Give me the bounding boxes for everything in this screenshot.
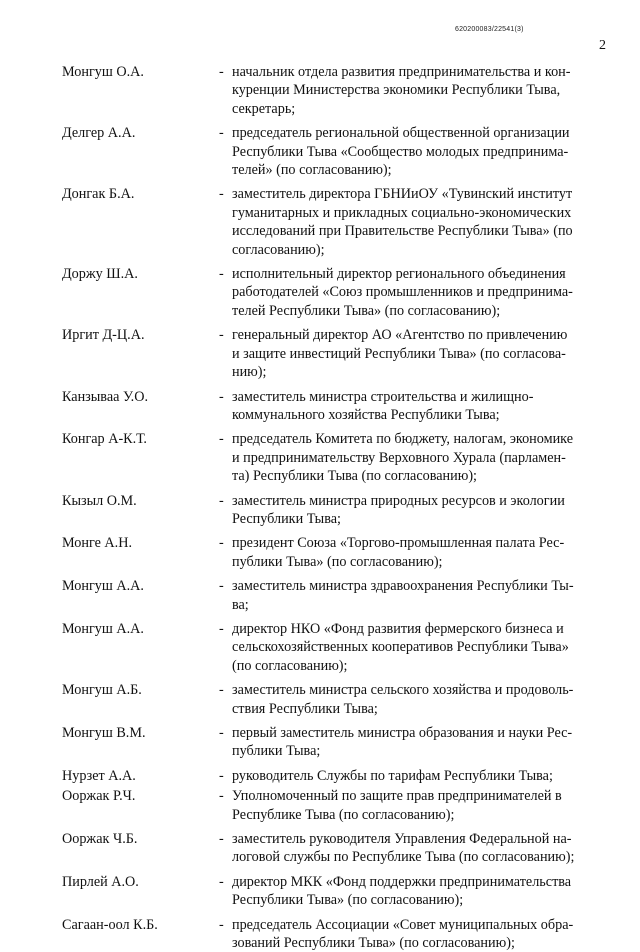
list-item — [62, 767, 607, 785]
member-position: председатель региональной общественной организации Республики Тыва «Сообщество молодых предпринима- телей» (по согласованию); — [232, 125, 570, 179]
list-item — [62, 124, 607, 179]
dash: - — [219, 492, 224, 509]
dash: - — [219, 682, 224, 699]
dash: - — [219, 266, 224, 283]
member-name: Канзываа У.О. — [62, 388, 149, 405]
member-name: Сагаан-оол К.Б. — [62, 916, 158, 933]
member-name: Пирлей А.О. — [62, 873, 139, 890]
member-position: заместитель министра сельского хозяйства и продоволь- ствия Республики Тыва; — [232, 682, 574, 717]
member-name: Монге А.Н. — [62, 535, 133, 552]
member-name: Монгуш А.А. — [62, 620, 144, 637]
list-item — [62, 492, 607, 529]
member-position: заместитель министра природных ресурсов и экологии Республики Тыва; — [232, 492, 565, 527]
list-item — [62, 681, 607, 718]
dash: - — [219, 831, 224, 848]
member-name: Монгуш А.А. — [62, 578, 144, 595]
member-position: директор НКО «Фонд развития фермерского бизнеса и сельскохозяйственных кооперативов Республики Тыва» (по согласованию); — [232, 620, 569, 674]
page-number: 2 — [599, 38, 606, 53]
member-position: генеральный директор АО «Агентство по привлечению и защите инвестиций Республики Тыва» (по согласова- нию); — [232, 327, 568, 381]
dash: - — [219, 431, 224, 448]
dash: - — [219, 388, 224, 405]
dash: - — [219, 873, 224, 890]
dash: - — [219, 327, 224, 344]
member-name: Конгар А-К.Т. — [62, 431, 147, 448]
member-position: начальник отдела развития предпринимательства и кон- куренции Министерства экономики Республики Тыва, секретарь; — [232, 64, 571, 117]
dash: - — [219, 64, 224, 80]
member-position: первый заместитель министра образования и науки Рес- публики Тыва; — [232, 725, 573, 760]
list-item — [62, 577, 607, 614]
member-position: заместитель министра строительства и жилищно- коммунального хозяйства Республики Тыва; — [232, 388, 534, 423]
member-name: Донгак Б.А. — [62, 186, 135, 203]
member-name: Ооржак Ч.Б. — [62, 831, 138, 848]
list-item — [62, 724, 607, 761]
list-item — [62, 63, 607, 118]
list-item — [62, 830, 607, 867]
list-item — [62, 388, 607, 425]
member-position: заместитель министра здравоохранения Республики Ты- ва; — [232, 578, 574, 613]
member-position: заместитель руководителя Управления Федеральной на- логовой службы по Республике Тыва (по согласованию); — [232, 831, 575, 866]
list-item — [62, 326, 607, 381]
member-name: Кызыл О.М. — [62, 492, 137, 509]
member-name: Доржу Ш.А. — [62, 266, 138, 283]
dash: - — [219, 125, 224, 142]
dash: - — [219, 186, 224, 203]
dash: - — [219, 916, 224, 933]
dash: - — [219, 788, 224, 805]
document-number: 620200083/22541(3) — [455, 26, 524, 33]
member-name: Монгуш А.Б. — [62, 682, 142, 699]
list-item — [62, 534, 607, 571]
member-position: исполнительный директор регионального объединения работодателей «Союз промышленников и предпринима- телей Республики Тыва» (по согласованию); — [232, 266, 573, 319]
member-position: директор МКК «Фонд поддержки предпринимательства Республики Тыва» (по согласованию); — [232, 873, 572, 909]
list-item — [62, 430, 607, 485]
member-position: председатель Ассоциации «Совет муниципальных обра- зований Республики Тыва» (по согласованию); — [232, 916, 574, 952]
list-item — [62, 916, 607, 952]
member-position: заместитель директора ГБНИиОУ «Тувинский институт гуманитарных и прикладных социально-экономических исследований при Правительстве Республики Тыва» (по согласованию); — [232, 186, 573, 258]
members-list — [62, 63, 607, 952]
member-position: Уполномоченный по защите прав предпринимателей в Республике Тыва (по согласованию); — [232, 788, 562, 823]
member-name: Ооржак Р.Ч. — [62, 788, 136, 805]
list-item — [62, 620, 607, 675]
member-position: председатель Комитета по бюджету, налогам, экономике и предпринимательству Верховного Хурала (парламен- та) Республики Тыва (по согласованию); — [232, 431, 573, 485]
member-name: Монгуш В.М. — [62, 725, 146, 741]
list-item — [62, 185, 607, 259]
list-item — [62, 787, 607, 824]
member-name: Иргит Д-Ц.А. — [62, 327, 145, 344]
member-position: президент Союза «Торгово-промышленная палата Рес- публики Тыва» (по согласованию); — [232, 535, 565, 570]
dash: - — [219, 725, 224, 741]
member-position: руководитель Службы по тарифам Республики Тыва; — [232, 767, 553, 784]
dash: - — [219, 535, 224, 552]
member-name: Делгер А.А. — [62, 125, 136, 142]
member-name: Монгуш О.А. — [62, 64, 144, 80]
dash: - — [219, 578, 224, 595]
list-item — [62, 265, 607, 320]
dash: - — [219, 620, 224, 637]
member-name: Нурзет А.А. — [62, 767, 136, 784]
dash: - — [219, 767, 224, 784]
list-item — [62, 873, 607, 910]
